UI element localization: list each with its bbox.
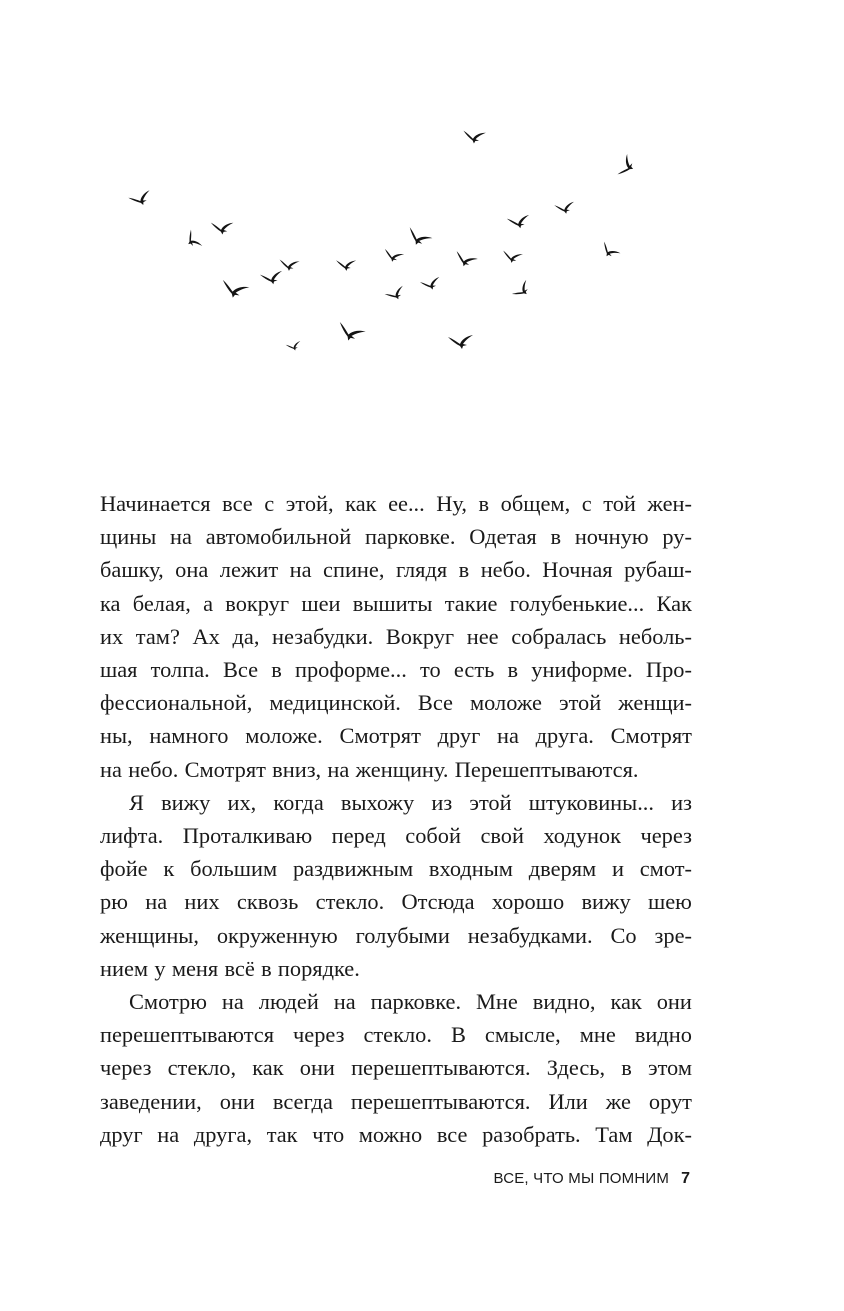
text-line: друг на друга, так что можно все разобрать. Там Док- (100, 1121, 692, 1147)
text-line: женщины, окруженную голубыми незабудками. Со зре- (100, 922, 692, 948)
bird-icon (554, 202, 575, 215)
text-line: через стекло, как они перешептываются. Здесь, в этом (100, 1055, 692, 1081)
text-line: заведении, они всегда перешептываются. Или же орут (100, 1088, 692, 1114)
text-line: Начинается все с этой, как ее... Ну, в общем, с той жен- (100, 491, 692, 516)
bird-icon (511, 280, 534, 301)
body-text (100, 487, 692, 1151)
bird-icon (382, 247, 405, 264)
bird-icon (183, 229, 203, 252)
text-line: фойе к большим раздвижным входным дверям и смот- (100, 856, 692, 882)
text-line: Смотрю на людей на парковке. Мне видно, как они (129, 989, 692, 1015)
text-line: ны, намного моложе. Смотрят друг на друга. Смотрят (100, 723, 692, 749)
text-line: перешептываются через стекло. В смысле, мне видно (100, 1022, 692, 1048)
bird-icon (404, 226, 433, 251)
bird-icon (128, 190, 153, 208)
bird-icon (598, 240, 621, 261)
bird-icon (260, 271, 284, 286)
running-head: ВСЕ, ЧТО МЫ ПОМНИМ (493, 1170, 670, 1187)
text-line: фессиональной, медицинской. Все моложе этой женщи- (100, 690, 692, 716)
bird-icon (616, 154, 638, 180)
bird-icon (278, 258, 300, 273)
paragraph (100, 487, 692, 786)
text-line: щины на автомобильной парковке. Одетая в ночную ру- (100, 524, 692, 550)
text-line: нием у меня всё в порядке. (100, 955, 360, 981)
page-footer (493, 1170, 690, 1188)
bird-icon (501, 249, 523, 265)
bird-icon (218, 278, 249, 302)
text-line: Я вижу их, когда выхожу из этой штуковины... из (129, 789, 692, 815)
text-line: их там? Ах да, незабудки. Вокруг нее собралась неболь- (100, 623, 692, 649)
bird-icon (507, 215, 531, 230)
text-line: рю на них сквозь стекло. Отсюда хорошо вижу шею (100, 889, 692, 915)
paragraph (100, 786, 692, 985)
text-line: шая толпа. Все в проформе... то есть в униформе. Про- (100, 657, 692, 683)
text-line: лифта. Проталкиваю перед собой свой ходунок через (100, 823, 692, 849)
bird-icon (285, 341, 301, 352)
bird-icon (452, 250, 478, 271)
birds-illustration (0, 0, 844, 450)
bird-icon (334, 320, 365, 346)
page-number: 7 (681, 1170, 690, 1187)
text-line: ка белая, а вокруг шеи вышиты такие голубенькие... Как (100, 590, 692, 616)
bird-icon (384, 286, 407, 303)
bird-icon (335, 259, 356, 272)
text-line: башку, она лежит на спине, глядя в небо. Ночная рубаш- (100, 557, 692, 583)
bird-icon (420, 277, 442, 292)
bird-icon (210, 221, 234, 236)
bird-icon (462, 129, 486, 145)
text-line: на небо. Смотрят вниз, на женщину. Перешептываются. (100, 756, 639, 782)
bird-icon (448, 335, 473, 349)
paragraph (100, 985, 692, 1151)
